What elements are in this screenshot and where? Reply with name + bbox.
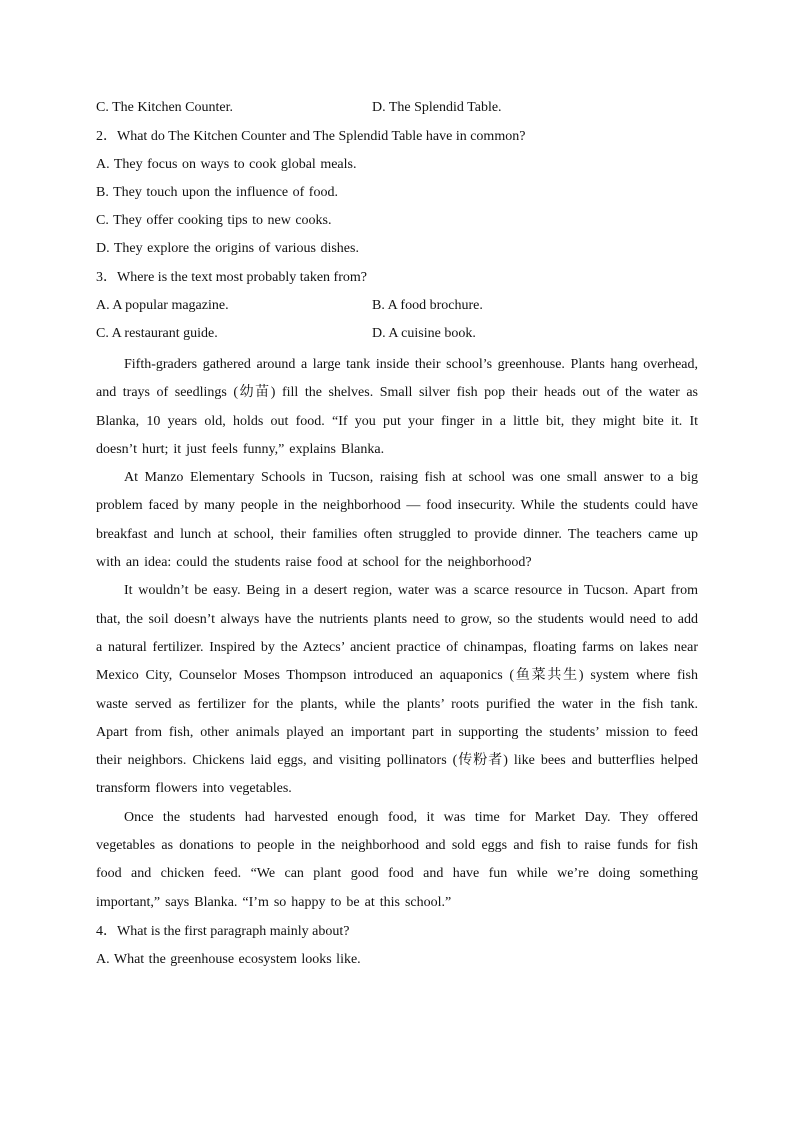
passage-paragraph-3: It wouldn’t be easy. Being in a desert region, water was a scarce resource in Tucson. Apart from that, the soil doesn’t always have the nutrients plants need to grow, so the students would need to add a natural fertilizer. Inspired by the Aztecs’ ancient practice of chinampas, floating farms on lakes near Mexico City, Counselor Moses Thompson introduced an aquaponics (鱼菜共生) system where fish waste served as fertilizer for the plants, while the plants’ roots purified the water in the fish tank. Apart from fish, other animals played an important part in supporting the students’ mission to feed their neighbors. Chickens laid eggs, and visiting pollinators (传粉者) like bees and butterflies helped transform flowers into vegetables.	[96, 583, 698, 797]
passage-paragraph-4: Once the students had harvested enough food, it was time for Market Day. They offered vegetables as donations to people in the neighborhood and sold eggs and fish to raise funds for fish food and chicken feed. “We can plant good food and have fun while we’re doing something important,” says Blanka. “I’m so happy to be at this school.”	[96, 809, 698, 910]
q2-option-d: D. They explore the origins of various dishes.	[96, 241, 359, 256]
q1-options-row	[96, 94, 698, 122]
q3-option-c: C. A restaurant guide.	[96, 326, 218, 341]
q3-option-d: D. A cuisine book.	[372, 326, 476, 341]
q3-options-row-2	[96, 320, 698, 348]
passage-paragraph-2: At Manzo Elementary Schools in Tucson, raising fish at school was one small answer to a big problem faced by many people in the neighborhood — food insecurity. While the students could have breakfast and lunch at school, their families often struggled to provide dinner. The teachers came up with an idea: could the students raise food at school for the neighborhood?	[96, 470, 698, 571]
q3-question: 3．Where is the text most probably taken from?	[96, 270, 367, 285]
q2-option-a: A. They focus on ways to cook global meals.	[96, 157, 357, 172]
passage-paragraph-1: Fifth-graders gathered around a large tank inside their school’s greenhouse. Plants hang overhead, and trays of seedlings (幼苗) fill the shelves. Small silver fish pop their heads out of the water as Blanka, 10 years old, holds out food. “If you put your finger in a little bit, they might bite it. It doesn’t hurt; it just feels funny,” explains Blanka.	[96, 357, 698, 457]
q2-option-c: C. They offer cooking tips to new cooks.	[96, 213, 332, 228]
q2-question: 2．What do The Kitchen Counter and The Splendid Table have in common?	[96, 129, 526, 144]
document-content	[96, 94, 698, 974]
q1-option-d: D. The Splendid Table.	[372, 100, 502, 115]
q1-option-c: C. The Kitchen Counter.	[96, 100, 233, 115]
q3-options-row-1	[96, 292, 698, 320]
q4-question: 4．What is the first paragraph mainly about?	[96, 923, 350, 939]
q3-option-a: A. A popular magazine.	[96, 298, 229, 313]
q2-option-b: B. They touch upon the influence of food.	[96, 185, 338, 200]
q4-option-a: A. What the greenhouse ecosystem looks like.	[96, 951, 361, 967]
q3-option-b: B. A food brochure.	[372, 298, 483, 313]
